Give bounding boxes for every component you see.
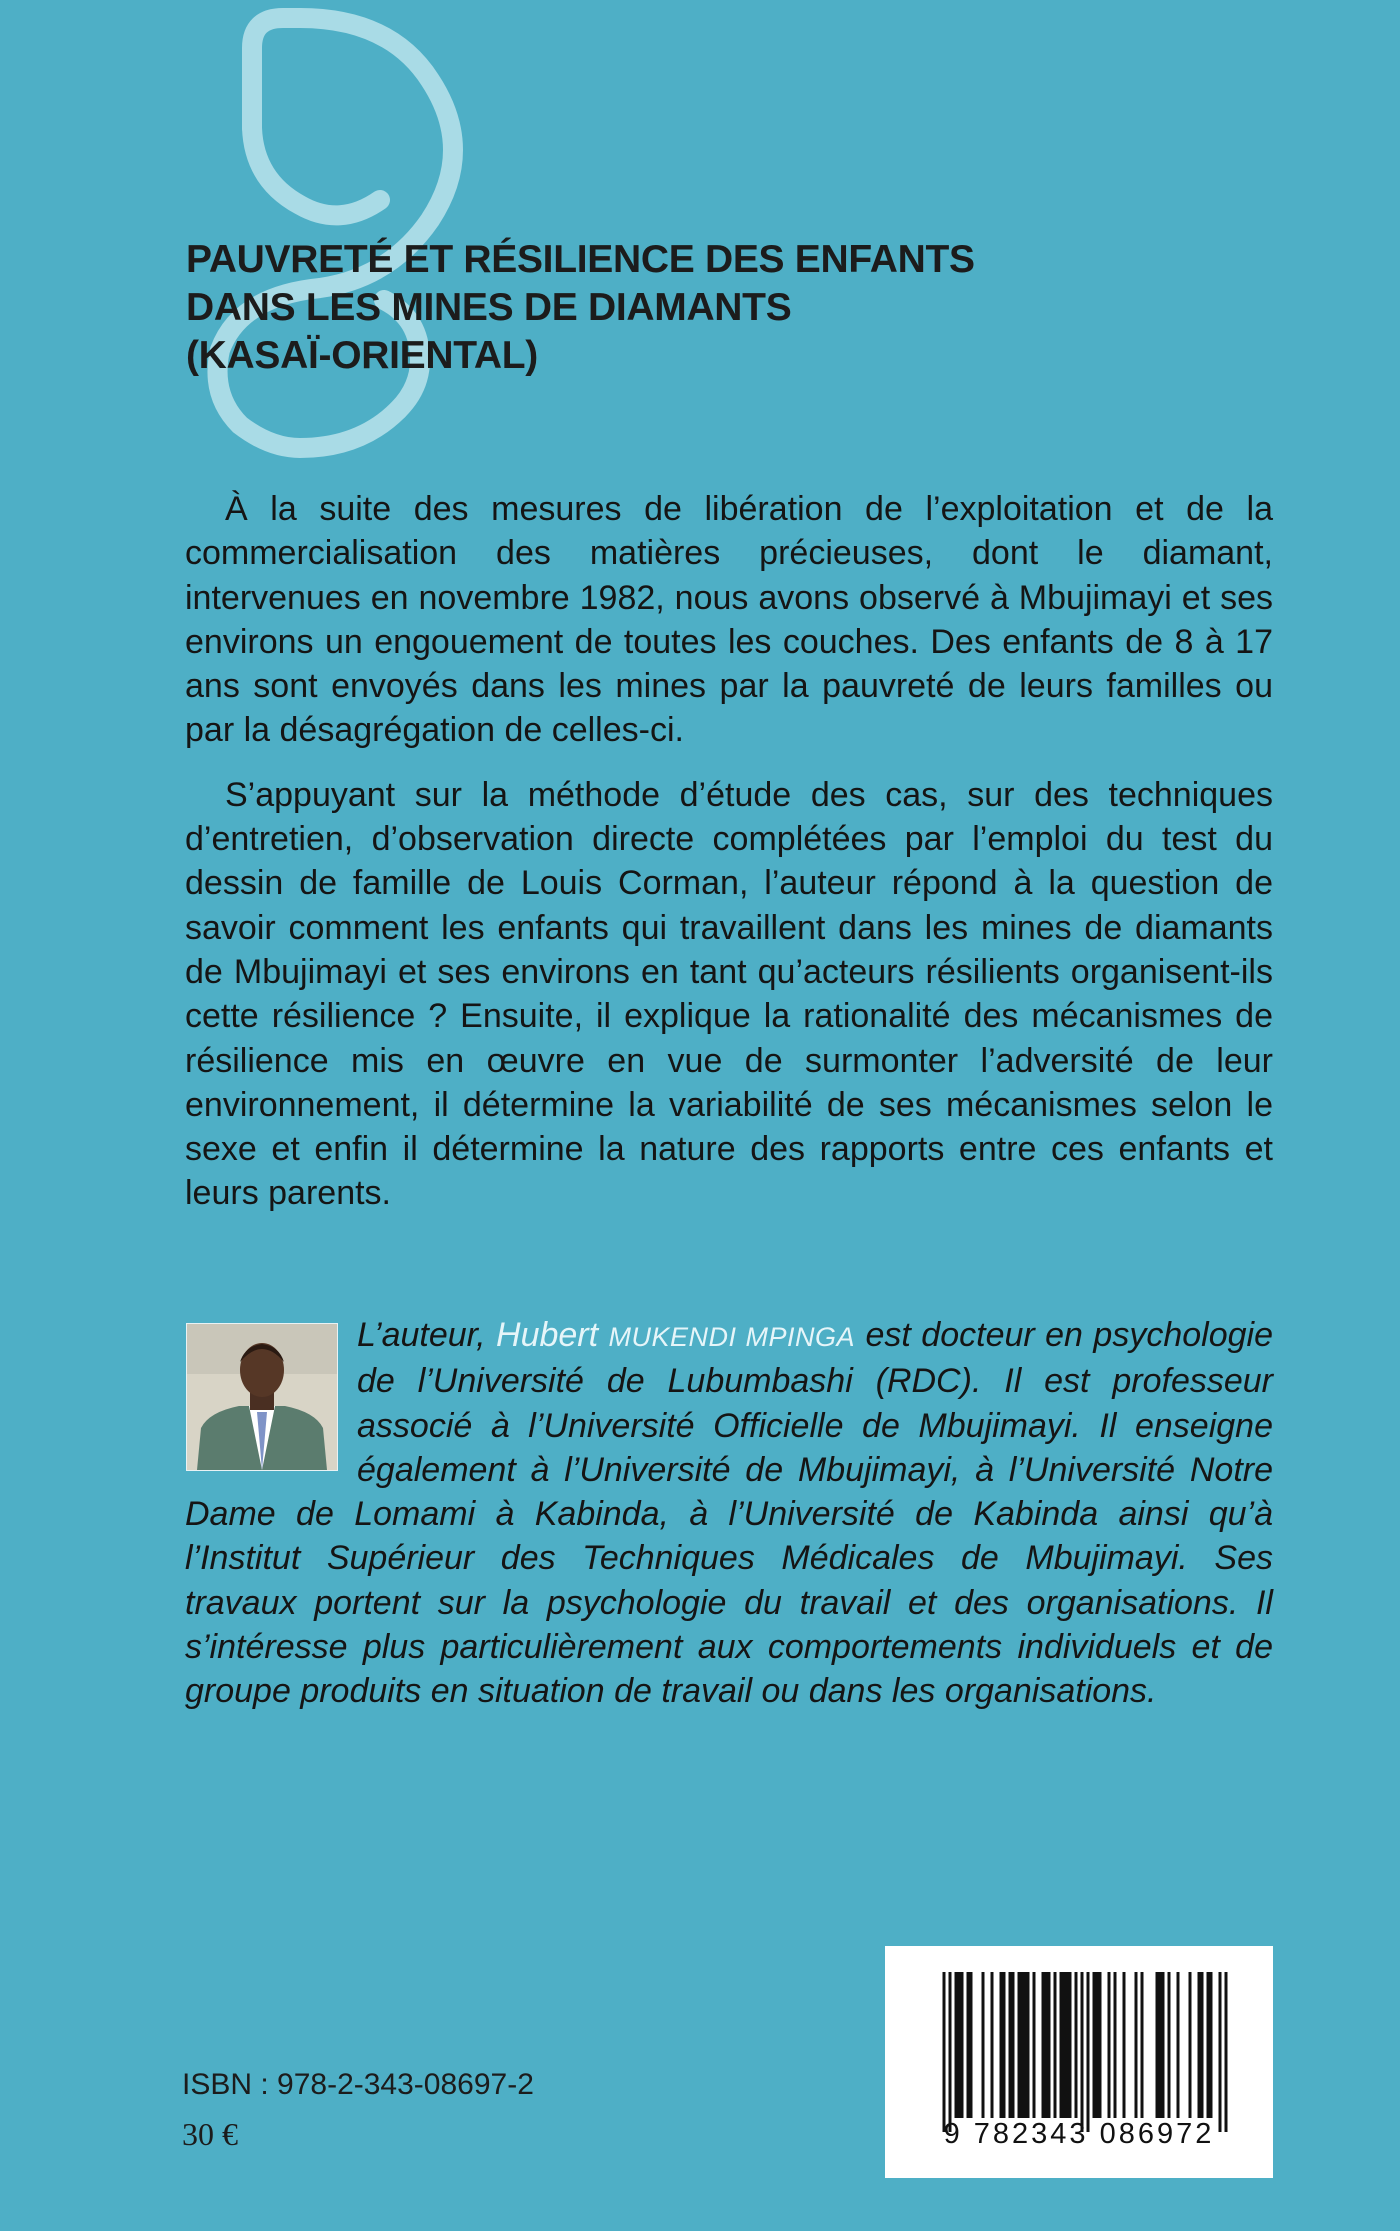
barcode-bar (1009, 1972, 1012, 2118)
barcode-bar (1042, 1972, 1045, 2118)
barcode-bar (1123, 1972, 1126, 2118)
barcode-bar (1108, 1972, 1111, 2118)
isbn-text: ISBN : 978-2-343-08697-2 (182, 2068, 534, 2101)
barcode-bar (1135, 1972, 1138, 2118)
barcode-bar (1087, 1972, 1090, 2132)
title-line: PAUVRETÉ ET RÉSILIENCE DES ENFANTS (186, 238, 975, 281)
barcode-digits: 9 782343 086972 (943, 2118, 1215, 2150)
author-photo (186, 1323, 338, 1471)
barcode-bar (1189, 1972, 1192, 2118)
barcode-bar (1033, 1972, 1036, 2118)
author-bio (185, 1313, 1273, 1714)
barcode-bar (1198, 1972, 1201, 2118)
barcode-bar (1210, 1972, 1213, 2118)
barcode (885, 1946, 1273, 2178)
barcode-bar (949, 1972, 952, 2132)
barcode-bar (1021, 1972, 1024, 2118)
barcode-bar (1003, 1972, 1006, 2118)
title-line: (KASAÏ-ORIENTAL) (186, 334, 538, 377)
barcode-bar (1162, 1972, 1165, 2118)
barcode-bar (1141, 1972, 1144, 2118)
barcode-bar (1075, 1972, 1078, 2118)
barcode-bar (1000, 1972, 1003, 2118)
barcode-bar (955, 1972, 958, 2118)
book-summary (185, 487, 1273, 1236)
barcode-bar (1225, 1972, 1228, 2132)
title-line: DANS LES MINES DE DIAMANTS (186, 286, 792, 329)
barcode-bar (991, 1972, 994, 2118)
barcode-bar (982, 1972, 985, 2118)
barcode-bar (1201, 1972, 1204, 2118)
barcode-bar (1018, 1972, 1021, 2118)
author-first-name: Hubert (496, 1316, 609, 1354)
summary-paragraph: S’appuyant sur la méthode d’étude des cas, sur des techniques d’entretien, d’observation directe complétées par l’emploi du test du dessin de famille de Louis Corman, l’auteur répond à la question de savoir comment les enfants qui travaillent dans les mines de diamants de Mbujimayi et ses environs en tant qu’acteurs résilients organisent-ils cette résilience ? Ensuite, il explique la rationalité des mécanismes de résilience mis en œuvre en vue de surmonter l’adversité de leur environnement, il détermine la variabilité de ses mécanismes selon le sexe et enfin il détermine la nature des rapports entre ces enfants et leurs parents. (185, 775, 1273, 1213)
barcode-bar (1045, 1972, 1048, 2118)
author-bio-intro: L’auteur, (357, 1316, 497, 1354)
barcode-bar (1066, 1972, 1069, 2118)
barcode-bar (1048, 1972, 1051, 2118)
barcode-bar (1207, 1972, 1210, 2118)
barcode-bar (1054, 1972, 1057, 2118)
barcode-bar (970, 1972, 973, 2118)
barcode-bar (1156, 1972, 1159, 2118)
barcode-bar (1099, 1972, 1102, 2118)
author-last-name: MUKENDI MPINGA (608, 1322, 856, 1352)
barcode-bar (1063, 1972, 1066, 2118)
barcode-bar (1219, 1972, 1222, 2132)
author-name (496, 1316, 855, 1354)
book-title (186, 236, 1086, 380)
barcode-bar (1114, 1972, 1117, 2118)
barcode-bar (1081, 1972, 1084, 2132)
summary-paragraph: À la suite des mesures de libération de l’exploitation et de la commercialisation des matières précieuses, dont le diamant, intervenues en novembre 1982, nous avons observé à Mbujimayi et ses environs un engouement de toutes les couches. Des enfants de 8 à 17 ans sont envoyés dans les mines par la pauvreté de leurs familles ou par la désagrégation de celles-ci. (185, 490, 1273, 750)
barcode-bar (961, 1972, 964, 2118)
barcode-bar (1093, 1972, 1096, 2118)
barcode-bar (1159, 1972, 1162, 2118)
barcode-bar (1012, 1972, 1015, 2118)
barcode-bar (1069, 1972, 1072, 2118)
barcode-bar (1024, 1972, 1027, 2118)
barcode-bar (943, 1972, 946, 2132)
barcode-bar (1168, 1972, 1171, 2118)
barcode-bar (1027, 1972, 1030, 2118)
barcode-bar (958, 1972, 961, 2118)
price-text: 30 € (182, 2116, 238, 2152)
barcode-bar (1177, 1972, 1180, 2118)
barcode-bar (967, 1972, 970, 2118)
barcode-bar (1060, 1972, 1063, 2118)
barcode-bar (1096, 1972, 1099, 2118)
author-bio-text: est docteur en psychologie de l’Université de Lubumbashi (RDC). Il est professeur associé à l’Université Officielle de Mbujimayi. Il enseigne également à l’Université de Mbujimayi, à l’Université Notre Dame de Lomami à Kabinda, à l’Université de Kabinda ainsi qu’à l’Institut Supérieur des Techniques Médicales de Mbujimayi. Ses travaux portent sur la psychologie du travail et des organisations. Il s’intéresse plus particulièrement aux comportements individuels et de groupe produits en situation de travail ou dans les organisations. (185, 1316, 1273, 1711)
